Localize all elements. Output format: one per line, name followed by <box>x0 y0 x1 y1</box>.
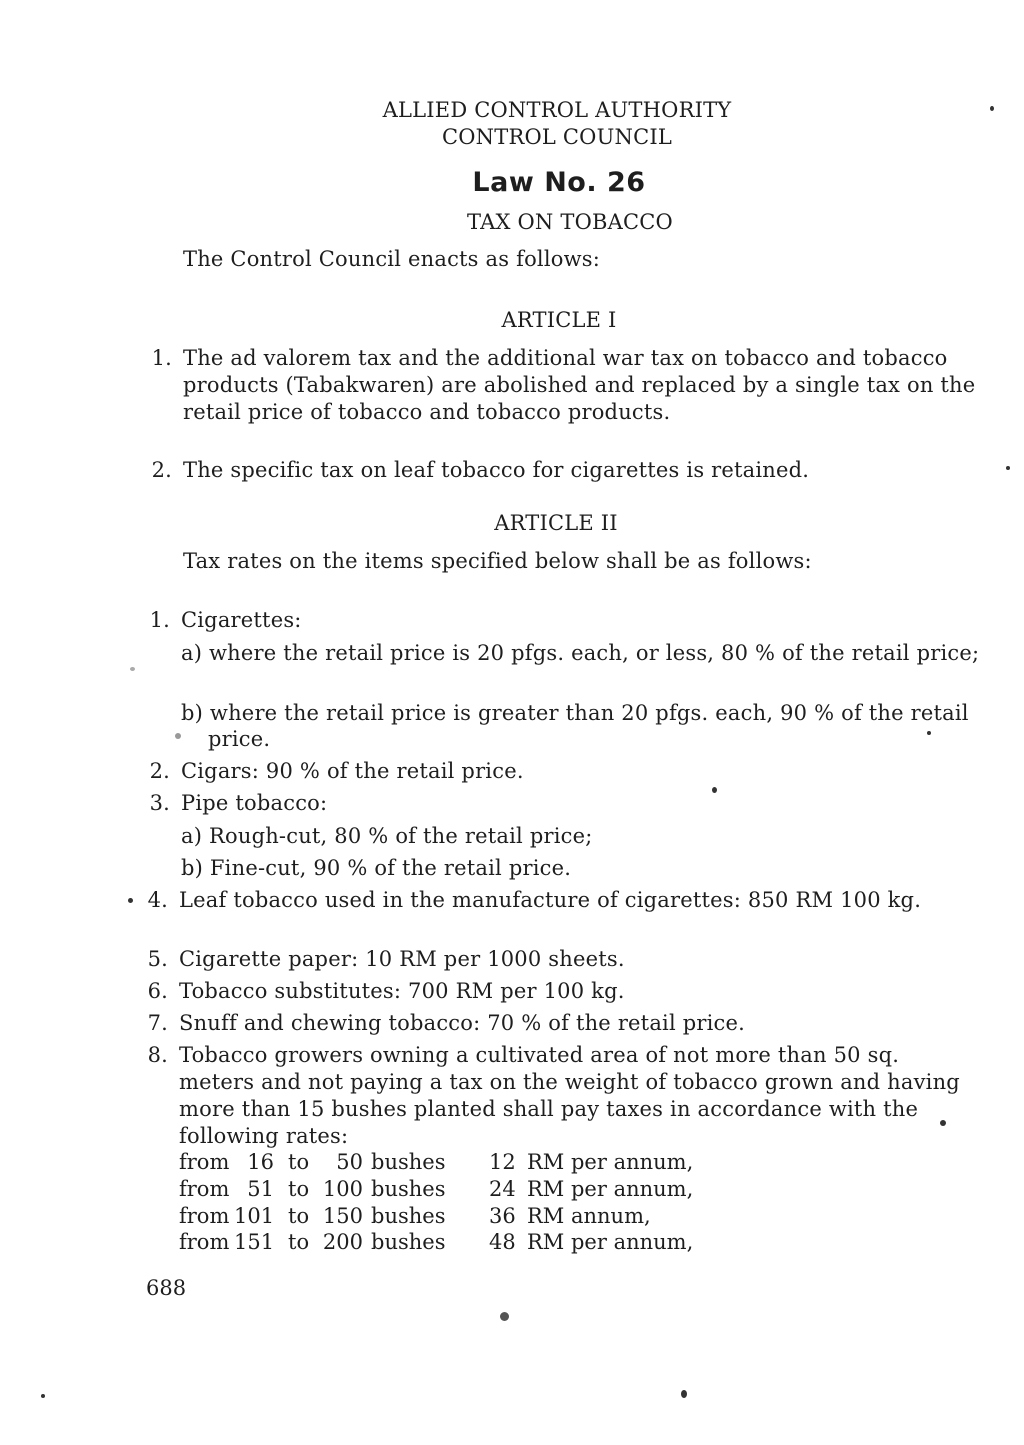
rate-unit: bushes <box>371 1177 446 1201</box>
rate-to: to <box>288 1177 310 1201</box>
scan-speck <box>130 667 135 671</box>
scan-speck <box>712 787 717 793</box>
scan-speck <box>500 1312 509 1321</box>
snuff-chewing-rate: Snuff and chewing tobacco: 70 % of the retail price. <box>179 1011 746 1035</box>
rate-row <box>0 1229 1024 1255</box>
article-2-item-4-number: 4. <box>147 888 168 912</box>
cigarettes-rate-b-line-1: b) where the retail price is greater than 20 pfgs. each, 90 % of the retail <box>181 701 969 725</box>
authority-heading: ALLIED CONTROL AUTHORITY <box>382 98 732 122</box>
pipe-tobacco-rate-a: a) Rough-cut, 80 % of the retail price; <box>181 824 593 848</box>
leaf-tobacco-rate: Leaf tobacco used in the manufacture of cigarettes: 850 RM 100 kg. <box>179 888 922 912</box>
rate-period: RM per annum, <box>527 1150 694 1174</box>
rate-period: RM per annum, <box>527 1177 694 1201</box>
enactment-clause: The Control Council enacts as follows: <box>183 247 601 271</box>
law-subject: TAX ON TOBACCO <box>467 210 673 234</box>
rate-amount: 12 <box>489 1150 516 1174</box>
article-1-item-1-line-1: The ad valorem tax and the additional war tax on tobacco and tobacco <box>183 346 948 370</box>
rate-to: to <box>288 1230 310 1254</box>
rate-from: from <box>179 1230 230 1254</box>
article-1-item-2-number: 2. <box>151 458 172 482</box>
article-1-item-1-line-2: products (Tabakwaren) are abolished and replaced by a single tax on the <box>183 373 976 397</box>
rate-period: RM per annum, <box>527 1230 694 1254</box>
scan-speck <box>940 1120 946 1126</box>
page-number: 688 <box>146 1276 187 1300</box>
rate-high: 50 <box>336 1150 363 1174</box>
growers-clause-line-3: more than 15 bushes planted shall pay taxes in accordance with the <box>179 1097 919 1121</box>
article-2-item-5-number: 5. <box>147 947 168 971</box>
article-1-item-2-text: The specific tax on leaf tobacco for cigarettes is retained. <box>183 458 810 482</box>
cigarettes-rate-a: a) where the retail price is 20 pfgs. each, or less, 80 % of the retail price; <box>181 641 980 665</box>
pipe-tobacco-label: Pipe tobacco: <box>181 791 328 815</box>
rate-to: to <box>288 1204 310 1228</box>
rate-row <box>0 1176 1024 1202</box>
rate-unit: bushes <box>371 1230 446 1254</box>
scan-speck <box>175 733 181 739</box>
scan-speck <box>681 1390 687 1398</box>
rate-from: from <box>179 1177 230 1201</box>
cigarettes-rate-b-line-2: price. <box>208 727 271 751</box>
scan-speck <box>927 731 931 735</box>
scan-speck <box>128 898 133 903</box>
article-2-item-2-number: 2. <box>149 759 170 783</box>
article-2-item-6-number: 6. <box>147 979 168 1003</box>
article-1-item-1-line-3: retail price of tobacco and tobacco products. <box>183 400 671 424</box>
article-1-item-1-number: 1. <box>151 346 172 370</box>
scan-speck <box>41 1394 45 1398</box>
pipe-tobacco-rate-b: b) Fine-cut, 90 % of the retail price. <box>181 856 572 880</box>
rate-high: 100 <box>322 1177 363 1201</box>
rate-high: 150 <box>322 1204 363 1228</box>
rate-low: 51 <box>247 1177 274 1201</box>
rate-low: 101 <box>234 1204 275 1228</box>
cigarettes-label: Cigarettes: <box>181 608 302 632</box>
rate-row <box>0 1203 1024 1229</box>
scan-speck <box>1006 466 1010 470</box>
rate-to: to <box>288 1150 310 1174</box>
article-2-item-8-number: 8. <box>147 1043 168 1067</box>
rate-low: 16 <box>247 1150 274 1174</box>
article-2-intro: Tax rates on the items specified below shall be as follows: <box>183 549 812 573</box>
growers-clause-line-4: following rates: <box>179 1124 349 1148</box>
rate-amount: 48 <box>489 1230 516 1254</box>
growers-clause-line-1: Tobacco growers owning a cultivated area of not more than 50 sq. <box>179 1043 900 1067</box>
rate-high: 200 <box>322 1230 363 1254</box>
cigars-rate: Cigars: 90 % of the retail price. <box>181 759 524 783</box>
rate-unit: bushes <box>371 1150 446 1174</box>
growers-clause-line-2: meters and not paying a tax on the weight of tobacco grown and having <box>179 1070 960 1094</box>
article-2-heading: ARTICLE II <box>494 511 618 535</box>
rate-from: from <box>179 1204 230 1228</box>
article-2-item-7-number: 7. <box>147 1011 168 1035</box>
rate-amount: 36 <box>489 1204 516 1228</box>
rate-amount: 24 <box>489 1177 516 1201</box>
article-1-heading: ARTICLE I <box>501 308 617 332</box>
article-2-item-1-number: 1. <box>149 608 170 632</box>
tobacco-substitutes-rate: Tobacco substitutes: 700 RM per 100 kg. <box>179 979 625 1003</box>
scan-speck <box>990 106 994 111</box>
rate-unit: bushes <box>371 1204 446 1228</box>
rate-low: 151 <box>234 1230 275 1254</box>
law-title: Law No. 26 <box>472 167 646 198</box>
cigarette-paper-rate: Cigarette paper: 10 RM per 1000 sheets. <box>179 947 625 971</box>
council-heading: CONTROL COUNCIL <box>442 125 672 149</box>
rate-period: RM annum, <box>527 1204 651 1228</box>
rate-from: from <box>179 1150 230 1174</box>
rate-row <box>0 1149 1024 1175</box>
article-2-item-3-number: 3. <box>149 791 170 815</box>
